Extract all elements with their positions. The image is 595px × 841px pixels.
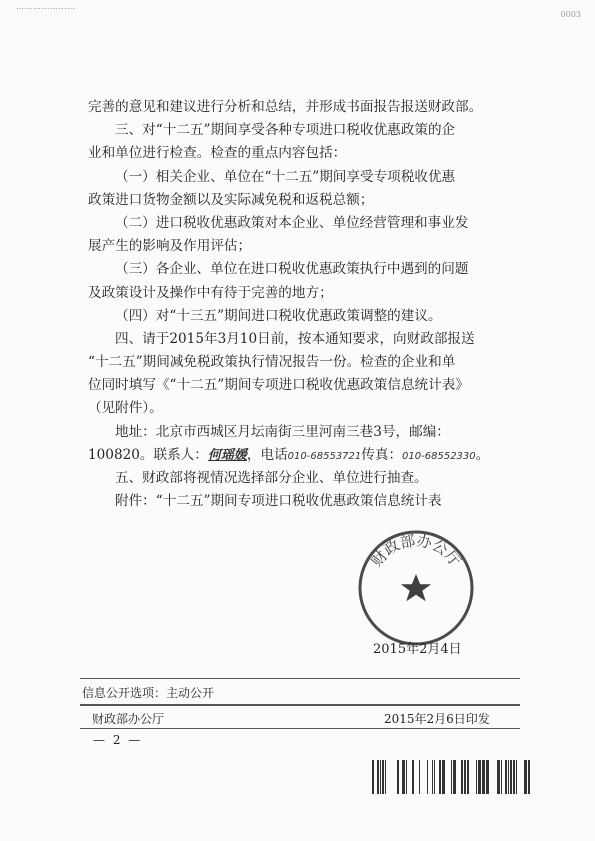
paragraph-line: （三）各企业、单位在进口税收优惠政策执行中遇到的问题 (115, 261, 469, 278)
paragraph-line: 位同时填写《“十二五”期间专项进口税收优惠政策信息统计表》 (88, 377, 469, 394)
signing-date: 2015年2月4日 (373, 642, 462, 657)
paragraph-line: （四）对“十三五”期间进口税收优惠政策调整的建议。 (115, 307, 442, 324)
barcode-icon (372, 760, 532, 794)
phone-label: ，电话 (246, 446, 288, 463)
paragraph-line: 政策进口货物金额以及实际减免税和返税总额； (88, 191, 374, 208)
page-number: — 2 — (93, 733, 143, 747)
contact-line (88, 444, 544, 467)
paragraph-line: 四、请于2015年3月10日前，按本通知要求，向财政部报送 (115, 330, 475, 347)
address-line: 地址：北京市西城区月坛南街三里河南三巷3号，邮编： (115, 423, 450, 440)
divider-bottom (80, 728, 520, 729)
paragraph-line: 五、财政部将视情况选择部分企业、单位进行抽查。 (115, 470, 428, 486)
scan-header-mark: ………………… (16, 2, 76, 11)
fax-label: 传真： (361, 446, 403, 463)
paragraph-line: 业和单位进行检查。检查的重点内容包括： (88, 145, 347, 162)
paragraph-line: （见附件）。 (88, 400, 163, 417)
paragraph-line: （二）进口税收优惠政策对本企业、单位经营管理和事业发 (115, 214, 469, 231)
official-seal (356, 528, 476, 648)
paragraph-line: 展产生的影响及作用评估； (88, 238, 252, 255)
handwritten-contact-name: 何瑶媛 (207, 447, 247, 463)
seal-text: 财政部办公厅 (367, 531, 465, 571)
paragraph-line: 三、对“十二五”期间享受各种专项进口税收优惠政策的企 (115, 122, 456, 139)
paragraph-line: 完善的意见和建议进行分析和总结，并形成书面报告报送财政部。 (88, 99, 483, 115)
paragraph-line: （一）相关企业、单位在“十二五”期间享受专项税收优惠 (115, 168, 456, 185)
handwritten-phone: 010-68553721 (287, 450, 362, 462)
contact-label: 100820。联系人： (88, 446, 208, 463)
info-disclosure-value: 主动公开 (166, 686, 215, 700)
attachment-line: 附件：“十二五”期间专项进口税收优惠政策信息统计表 (115, 493, 442, 510)
paragraph-line: 及政策设计及操作中有待于完善的地方； (88, 284, 333, 301)
paragraph-line: “十二五”期间减免税政策执行情况报告一份。检查的企业和单 (88, 354, 456, 371)
handwritten-fax: 010-68552330 (402, 450, 476, 462)
document-body (88, 96, 544, 513)
print-date: 2015年2月6日印发 (384, 712, 490, 726)
seal-star-icon (401, 574, 431, 601)
info-disclosure-label: 信息公开选项： (82, 686, 167, 700)
info-disclosure (82, 684, 214, 701)
divider-middle (80, 704, 520, 706)
issuing-office: 财政部办公厅 (92, 712, 165, 726)
divider-top (80, 678, 520, 679)
contact-end: 。 (475, 446, 490, 463)
page-code: 0003 (560, 10, 581, 19)
